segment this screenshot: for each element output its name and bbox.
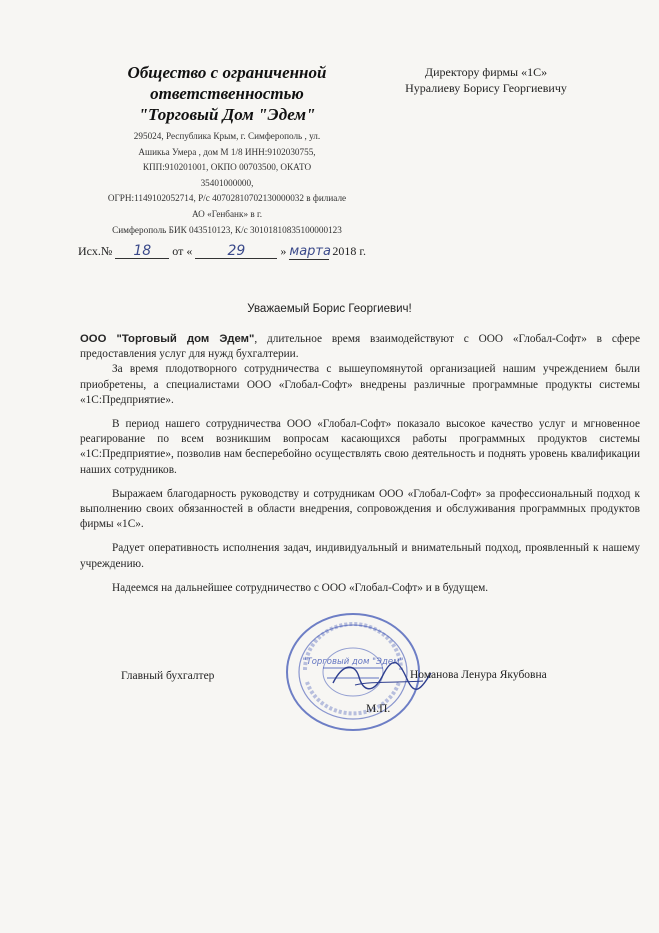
reference-line — [78, 244, 366, 260]
recipient-block — [386, 64, 586, 96]
recipient-line: Нуралиеву Борису Георгиевичу — [405, 81, 567, 95]
sender-details — [82, 129, 372, 238]
details-line: 35401000000, — [200, 177, 254, 188]
details-line: ОГРН:1149102052714, Р/с 40702810702130000032 в филиале — [107, 193, 347, 204]
reference-prefix: Исх.№ — [78, 244, 113, 258]
details-line: КПП:910201001, ОКПО 00703500, ОКАТО — [142, 162, 312, 173]
body-paragraph: Выражаем благодарность руководству и сотрудникам ООО «Глобал-Софт» за профессиональный подход к выполнению своих обязанностей в области внедрения, сопровождения и обслуживания программных продуктов фирмы «1С». — [80, 487, 640, 531]
details-line: Ашикьа Умера , дом М 1/8 ИНН:9102030755, — [138, 146, 316, 157]
org-name-line: Общество с ограниченной — [127, 63, 327, 82]
reference-month: марта — [289, 244, 331, 259]
sender-block — [82, 62, 372, 238]
details-line: 295024, Республика Крым, г. Симферополь , ул. — [133, 131, 321, 141]
reference-number: 18 — [115, 244, 169, 259]
org-name-line: "Торговый Дом "Эдем" — [138, 105, 316, 124]
reference-close-quote: » — [280, 244, 287, 258]
letter-body — [80, 332, 640, 596]
details-line: АО «Генбанк» в г. — [192, 208, 262, 219]
stamp-center-text: "Торговый дом "Эдем" — [302, 657, 404, 667]
recipient-line: Директору фирмы «1С» — [424, 65, 548, 79]
company-name-bold: ООО "Торговый дом Эдем" — [80, 333, 255, 345]
body-paragraph: Надеемся на дальнейшее сотрудничество с ООО «Глобал-Софт» и в будущем. — [112, 581, 489, 594]
body-paragraph: За время плодотворного сотрудничества с вышеупомянутой организацией нашим учреждением были приобретены, а специалистами ООО «Глобал-Софт» внедрены различные программные продукты системы «1С:Предприятие». — [80, 363, 640, 406]
reference-from-label: от « — [172, 244, 193, 258]
signatory-name: Номанова Ленура Якубовна — [410, 669, 547, 681]
org-name-line: ответственностью — [150, 84, 304, 103]
paragraph-text: , длительное время взаимодействуют с ООО «Глобал-Софт» в сфере предоставления услуг для нужд бухгалтерии. — [80, 333, 640, 361]
stamp-place-label: М.П. — [366, 703, 391, 715]
body-paragraph — [80, 332, 640, 362]
greeting: Уважаемый Борис Георгиевич! — [247, 303, 412, 315]
reference-day: 29 — [195, 244, 277, 259]
details-line: Симферополь БИК 043510123, К/с 30101810835100000123 — [112, 224, 342, 235]
signatory-role: Главный бухгалтер — [121, 670, 215, 682]
body-paragraph: В период нашего сотрудничества ООО «Глобал-Софт» показало высокое качество услуг и мгновенное реагирование по всем возникшим вопросам касающихся работы программных продуктов системы «1С:Предприятие», позволив нам бесперебойно осуществлять свою деятельность и поднять уровень квалификации наших сотрудников. — [80, 418, 640, 476]
reference-year: 2018 г. — [332, 244, 366, 258]
body-paragraph: Радует оперативность исполнения задач, индивидуальный и внимательный подход, проявленный к нашему учреждению. — [80, 542, 640, 570]
sender-org-name — [82, 62, 372, 125]
